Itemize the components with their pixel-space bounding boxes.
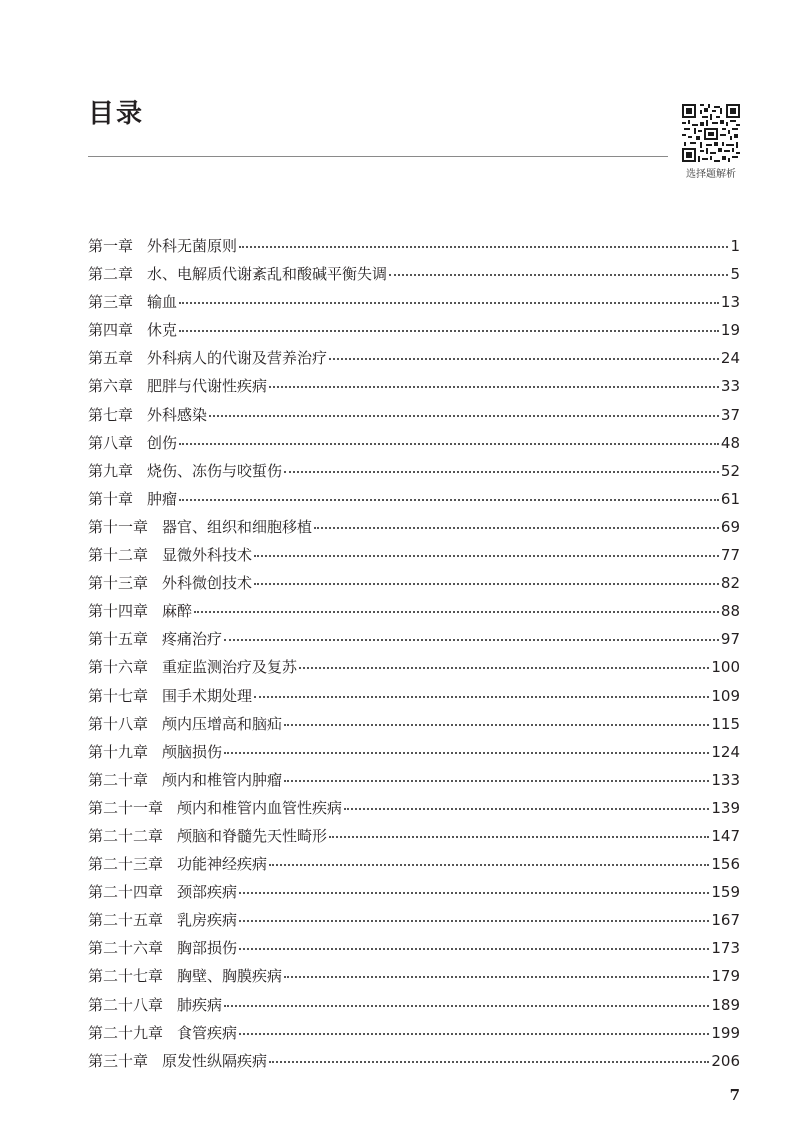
toc-page-number: 82	[720, 574, 740, 593]
toc-chapter-number: 第八章	[88, 433, 134, 452]
toc-chapter-title: 创伤	[147, 433, 178, 452]
toc-entry[interactable]	[88, 822, 740, 850]
toc-page-number: 48	[720, 433, 740, 452]
toc-chapter-title: 肥胖与代谢性疾病	[147, 377, 268, 396]
toc-chapter-number: 第十二章	[88, 546, 149, 565]
toc-chapter-number: 第二十九章	[88, 1023, 164, 1042]
toc-page-number: 167	[711, 911, 740, 930]
toc-entry[interactable]	[88, 738, 740, 766]
toc-leader-dots	[194, 611, 719, 613]
toc-page-number: 33	[720, 377, 740, 396]
toc-chapter-title: 胸部损伤	[177, 939, 238, 958]
table-of-contents	[88, 232, 740, 1075]
title-divider	[88, 156, 668, 157]
qr-caption: 选择题解析	[686, 169, 736, 180]
toc-page-number: 19	[720, 321, 740, 340]
toc-page-number: 88	[720, 602, 740, 621]
toc-leader-dots	[179, 302, 719, 304]
toc-leader-dots	[254, 696, 709, 698]
toc-chapter-number: 第二十二章	[88, 826, 164, 845]
toc-chapter-title: 重症监测治疗及复苏	[162, 658, 298, 677]
toc-entry[interactable]	[88, 344, 740, 372]
toc-leader-dots	[224, 639, 719, 641]
toc-page-number: 199	[711, 1023, 740, 1042]
toc-entry[interactable]	[88, 794, 740, 822]
toc-chapter-title: 烧伤、冻伤与咬蜇伤	[147, 461, 283, 480]
toc-chapter-title: 肿瘤	[147, 489, 178, 508]
toc-chapter-title: 休克	[147, 321, 178, 340]
toc-page-number: 189	[711, 995, 740, 1014]
toc-entry[interactable]	[88, 625, 740, 653]
qr-code-icon[interactable]	[682, 104, 740, 162]
toc-chapter-title: 外科感染	[147, 405, 208, 424]
toc-leader-dots	[209, 415, 719, 417]
toc-chapter-number: 第三十章	[88, 1051, 149, 1070]
toc-leader-dots	[329, 836, 709, 838]
toc-chapter-title: 外科无菌原则	[147, 237, 238, 255]
toc-chapter-number: 第二十七章	[88, 967, 164, 986]
toc-chapter-number: 第五章	[88, 349, 134, 368]
toc-page-number: 159	[711, 883, 740, 902]
toc-chapter-title: 颅脑损伤	[162, 742, 223, 761]
toc-entry[interactable]	[88, 457, 740, 485]
toc-chapter-number: 第七章	[88, 405, 134, 424]
toc-chapter-number: 第二十四章	[88, 883, 164, 902]
toc-entry[interactable]	[88, 316, 740, 344]
toc-page-number: 133	[711, 770, 740, 789]
toc-chapter-title: 颅脑和脊髓先天性畸形	[177, 826, 328, 845]
toc-page-number: 179	[711, 967, 740, 986]
qr-block	[680, 104, 742, 182]
toc-chapter-title: 颈部疾病	[177, 883, 238, 902]
toc-chapter-title: 外科病人的代谢及营养治疗	[147, 349, 328, 368]
toc-entry[interactable]	[88, 372, 740, 400]
toc-entry[interactable]	[88, 991, 740, 1019]
toc-chapter-title: 围手术期处理	[162, 686, 253, 705]
toc-page-number: 77	[720, 546, 740, 565]
toc-leader-dots	[239, 1033, 709, 1035]
toc-chapter-number: 第十五章	[88, 630, 149, 649]
toc-chapter-title: 食管疾病	[177, 1023, 238, 1042]
toc-entry[interactable]	[88, 288, 740, 316]
toc-chapter-title: 显微外科技术	[162, 546, 253, 565]
toc-entry[interactable]	[88, 906, 740, 934]
toc-entry[interactable]	[88, 569, 740, 597]
toc-leader-dots	[179, 330, 719, 332]
toc-leader-dots	[299, 667, 709, 669]
toc-chapter-title: 肺疾病	[177, 995, 223, 1014]
toc-chapter-title: 水、电解质代谢紊乱和酸碱平衡失调	[147, 265, 388, 284]
page-number: 7	[729, 1086, 740, 1104]
toc-page-number: 173	[711, 939, 740, 958]
toc-chapter-title: 颅内和椎管内血管性疾病	[177, 798, 343, 817]
toc-entry[interactable]	[88, 710, 740, 738]
toc-chapter-number: 第二十六章	[88, 939, 164, 958]
toc-chapter-title: 颅内压增高和脑疝	[162, 714, 283, 733]
toc-entry[interactable]	[88, 766, 740, 794]
toc-page-number: 69	[720, 517, 740, 536]
toc-chapter-number: 第十章	[88, 489, 134, 508]
toc-chapter-title: 输血	[147, 293, 178, 312]
toc-leader-dots	[269, 386, 719, 388]
toc-leader-dots	[344, 808, 709, 810]
toc-entry[interactable]	[88, 682, 740, 710]
toc-leader-dots	[269, 864, 709, 866]
toc-entry[interactable]	[88, 1019, 740, 1047]
toc-chapter-number: 第二十五章	[88, 911, 164, 930]
toc-leader-dots	[239, 920, 709, 922]
toc-leader-dots	[329, 358, 719, 360]
toc-page-number: 5	[730, 265, 740, 284]
toc-entry[interactable]	[88, 597, 740, 625]
toc-chapter-number: 第九章	[88, 461, 134, 480]
toc-page-number: 37	[720, 405, 740, 424]
toc-page-number: 13	[720, 293, 740, 312]
toc-page-number: 124	[711, 742, 740, 761]
toc-chapter-number: 第二十章	[88, 770, 149, 789]
toc-page-number: 100	[711, 658, 740, 677]
toc-chapter-number: 第十一章	[88, 517, 149, 536]
toc-leader-dots	[254, 583, 719, 585]
toc-page-number: 1	[730, 237, 740, 255]
toc-leader-dots	[389, 274, 728, 276]
toc-entry[interactable]	[88, 485, 740, 513]
toc-chapter-number: 第一章	[88, 237, 134, 255]
toc-leader-dots	[314, 527, 719, 529]
toc-page-number: 97	[720, 630, 740, 649]
toc-chapter-number: 第十七章	[88, 686, 149, 705]
toc-chapter-title: 颅内和椎管内肿瘤	[162, 770, 283, 789]
toc-page-number: 139	[711, 798, 740, 817]
toc-leader-dots	[254, 555, 719, 557]
toc-page-number: 147	[711, 826, 740, 845]
toc-chapter-number: 第四章	[88, 321, 134, 340]
toc-chapter-number: 第十四章	[88, 602, 149, 621]
toc-page-number: 52	[720, 461, 740, 480]
toc-leader-dots	[269, 1061, 709, 1063]
toc-leader-dots	[284, 471, 719, 473]
toc-entry[interactable]	[88, 401, 740, 429]
toc-entry[interactable]	[88, 513, 740, 541]
toc-chapter-number: 第二章	[88, 265, 134, 284]
toc-leader-dots	[239, 948, 709, 950]
toc-chapter-title: 麻醉	[162, 602, 193, 621]
toc-leader-dots	[239, 892, 709, 894]
toc-leader-dots	[179, 443, 719, 445]
toc-page-number: 61	[720, 489, 740, 508]
toc-entry[interactable]	[88, 1047, 740, 1075]
toc-entry[interactable]	[88, 232, 740, 260]
toc-entry[interactable]	[88, 541, 740, 569]
toc-page-number: 24	[720, 349, 740, 368]
toc-chapter-number: 第十六章	[88, 658, 149, 677]
toc-entry[interactable]	[88, 653, 740, 681]
toc-chapter-number: 第十三章	[88, 574, 149, 593]
toc-chapter-title: 原发性纵隔疾病	[162, 1051, 268, 1070]
toc-chapter-title: 疼痛治疗	[162, 630, 223, 649]
toc-chapter-title: 外科微创技术	[162, 574, 253, 593]
toc-entry[interactable]	[88, 260, 740, 288]
toc-entry[interactable]	[88, 878, 740, 906]
toc-entry[interactable]	[88, 962, 740, 990]
toc-entry[interactable]	[88, 934, 740, 962]
toc-leader-dots	[224, 752, 709, 754]
toc-leader-dots	[224, 1005, 709, 1007]
toc-chapter-number: 第三章	[88, 293, 134, 312]
toc-chapter-number: 第二十三章	[88, 855, 164, 874]
toc-chapter-title: 器官、组织和细胞移植	[162, 517, 313, 536]
toc-leader-dots	[179, 499, 719, 501]
toc-chapter-number: 第六章	[88, 377, 134, 396]
toc-leader-dots	[239, 246, 728, 248]
toc-chapter-title: 乳房疾病	[177, 911, 238, 930]
toc-leader-dots	[284, 976, 709, 978]
toc-chapter-title: 胸壁、胸膜疾病	[177, 967, 283, 986]
toc-page-number: 206	[711, 1051, 740, 1070]
toc-entry[interactable]	[88, 429, 740, 457]
toc-chapter-title: 功能神经疾病	[177, 855, 268, 874]
toc-leader-dots	[284, 780, 709, 782]
toc-entry[interactable]	[88, 850, 740, 878]
toc-page-number: 115	[711, 714, 740, 733]
toc-chapter-number: 第十九章	[88, 742, 149, 761]
page-title: 目录	[88, 99, 145, 129]
toc-page-number: 109	[711, 686, 740, 705]
toc-chapter-number: 第二十一章	[88, 798, 164, 817]
toc-chapter-number: 第十八章	[88, 714, 149, 733]
toc-page-number: 156	[711, 855, 740, 874]
toc-leader-dots	[284, 724, 709, 726]
toc-chapter-number: 第二十八章	[88, 995, 164, 1014]
